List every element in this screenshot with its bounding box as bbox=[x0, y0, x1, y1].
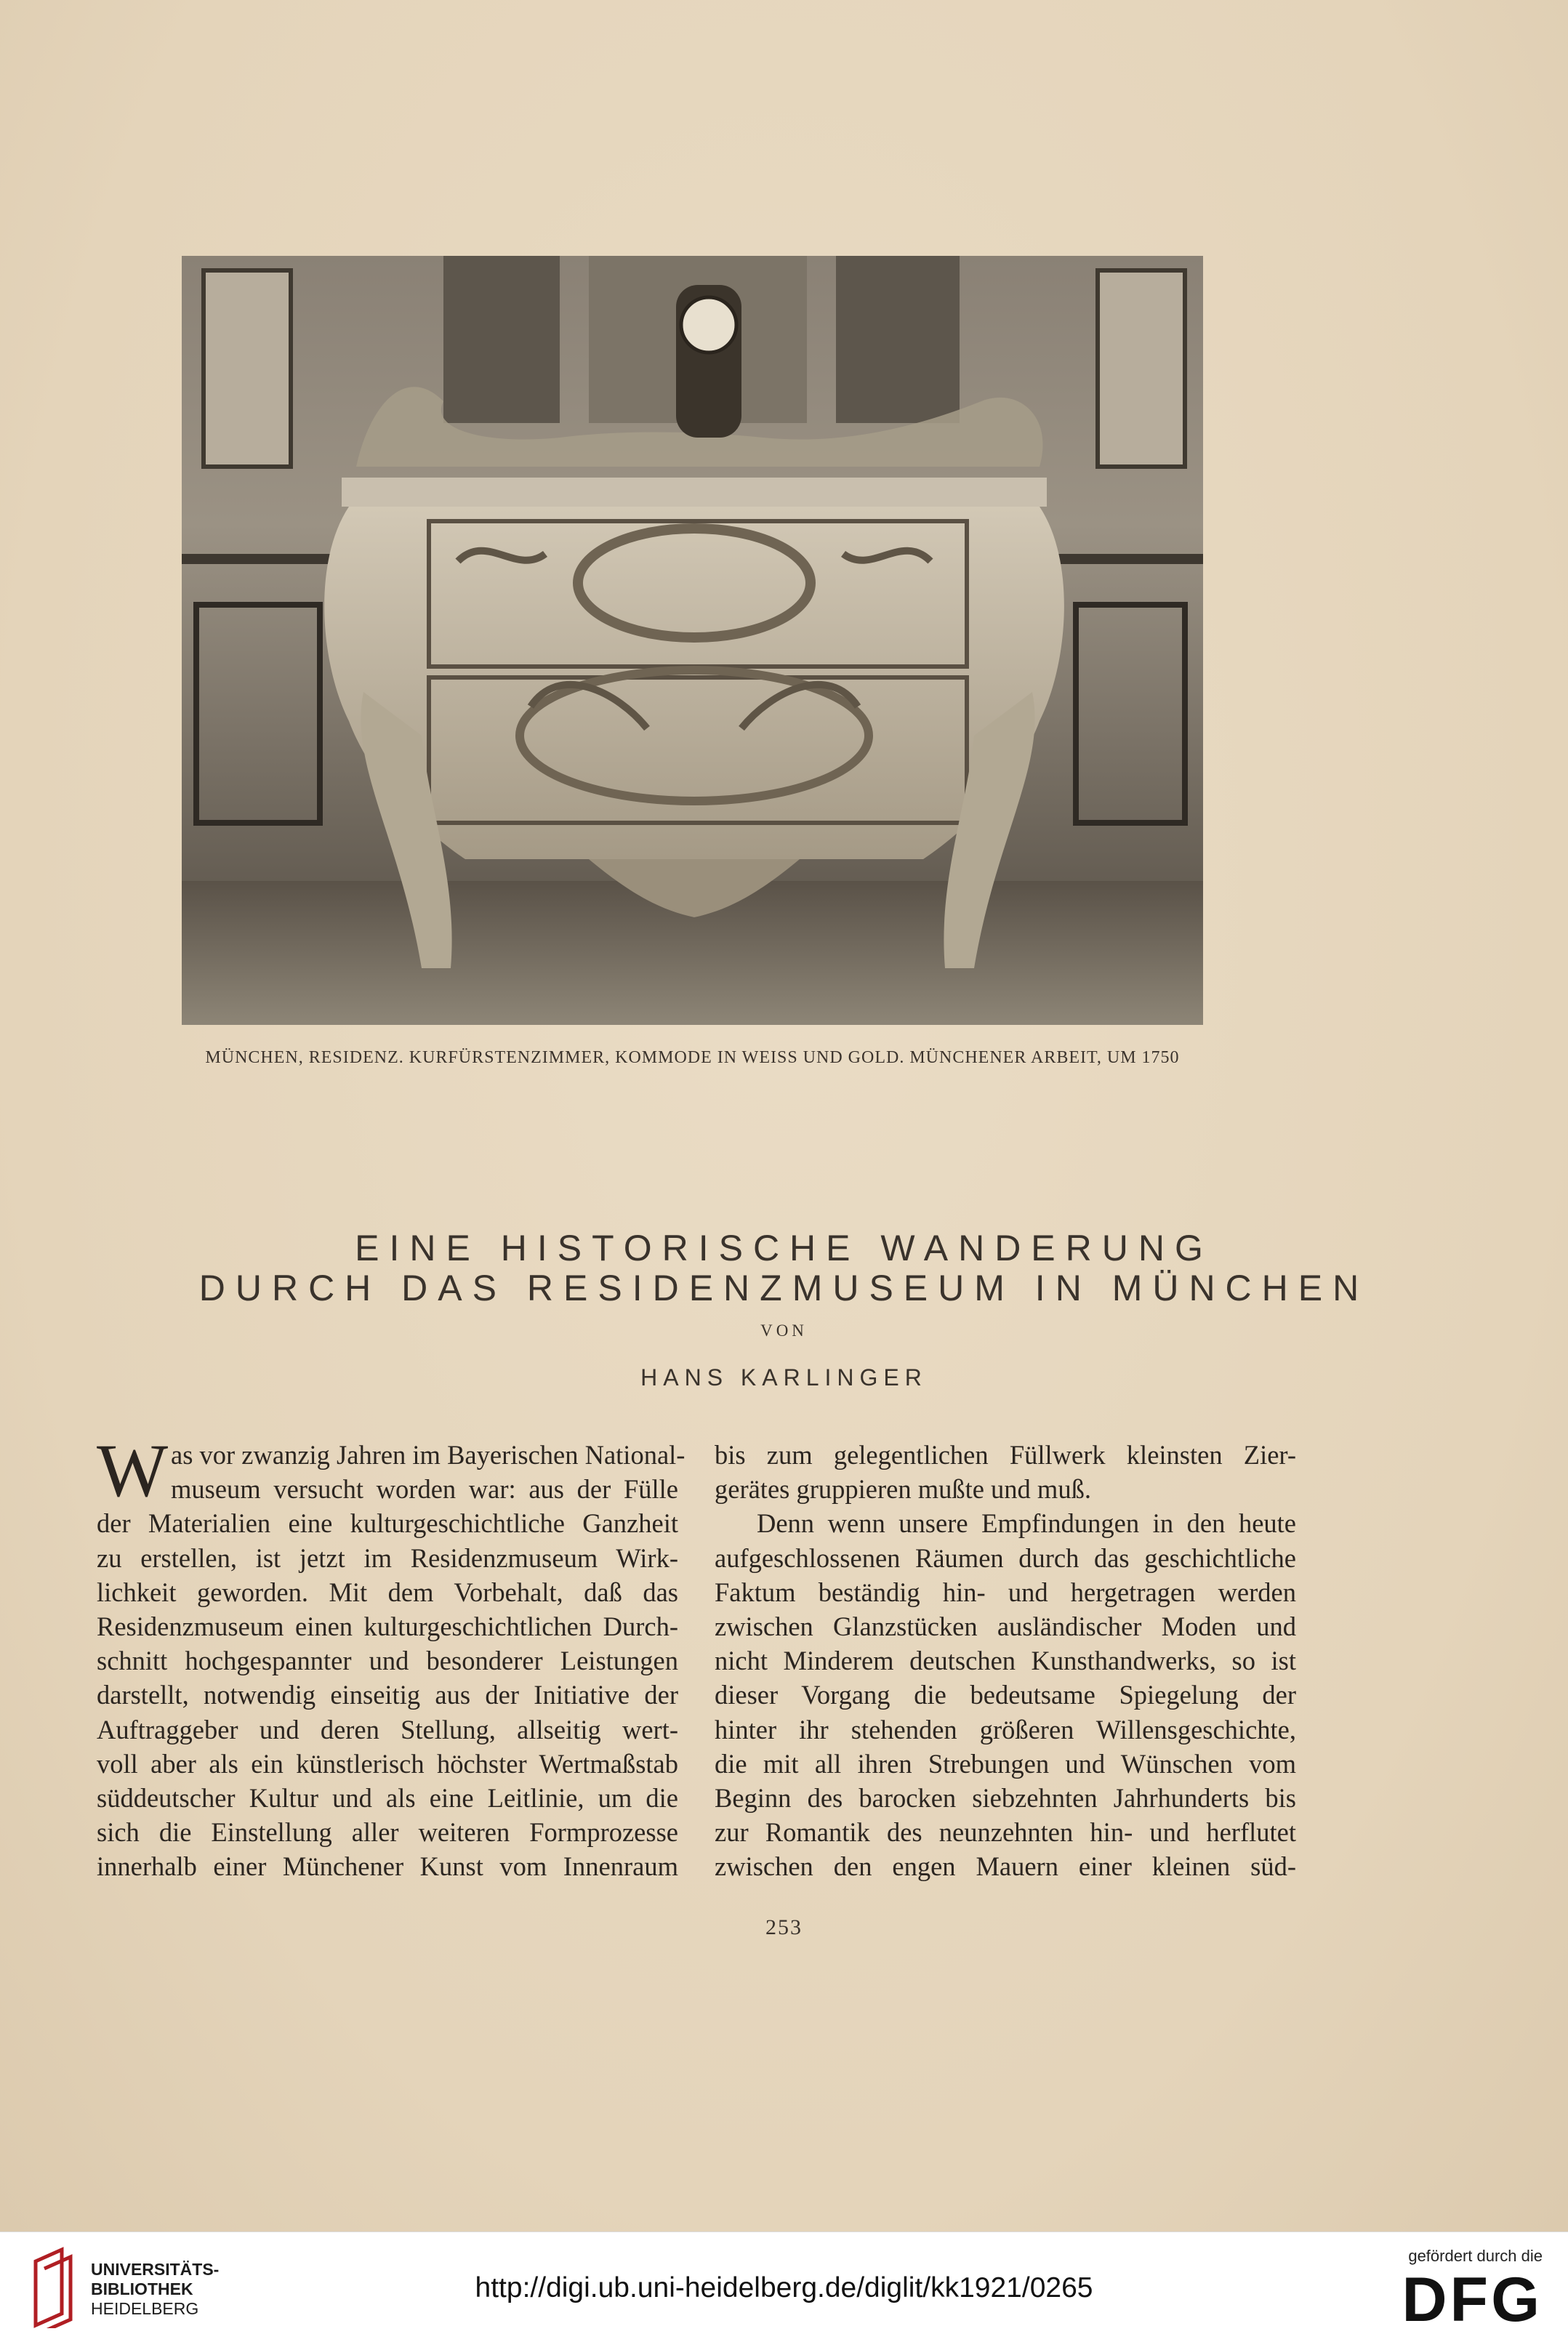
text-line: aufgeschlossenen Räumen durch das geschichtliche bbox=[715, 1542, 1296, 1573]
dfg-logo: DFG bbox=[1402, 2265, 1543, 2335]
text-line: Denn wenn unsere Empfindungen in den heute bbox=[757, 1508, 1296, 1539]
commode-photograph bbox=[182, 256, 1203, 1025]
text-line: Auftraggeber und deren Stellung, allseitig wert- bbox=[97, 1714, 678, 1745]
text-line: bis zum gelegentlichen Füllwerk kleinsten Zier- bbox=[715, 1440, 1296, 1470]
right-text-column bbox=[715, 1438, 1296, 1883]
left-text-column bbox=[97, 1429, 686, 1883]
author-name: HANS KARLINGER bbox=[640, 1364, 928, 1391]
byline-von: VON bbox=[760, 1321, 808, 1340]
text-line: nicht Minderem deutschen Kunsthandwerks, so ist bbox=[715, 1646, 1296, 1676]
text-line: süddeutscher Kultur und als eine Leitlinie, um die bbox=[97, 1782, 678, 1813]
text-line: gerätes gruppieren mußte und muß. bbox=[715, 1474, 1091, 1505]
article-title-line-1: EINE HISTORISCHE WANDERUNG bbox=[355, 1228, 1213, 1268]
text-line: der Materialien eine kulturgeschichtliche Ganzheit bbox=[97, 1508, 678, 1539]
article-title-line-2: DURCH DAS RESIDENZMUSEUM IN MÜNCHEN bbox=[198, 1268, 1370, 1308]
text-line: Beginn des barocken siebzehnten Jahrhunderts bis bbox=[715, 1782, 1296, 1813]
text-line: dieser Vorgang die bedeutsame Spiegelung der bbox=[715, 1680, 1296, 1710]
text-line: as vor zwanzig Jahren im Bayerischen National- bbox=[171, 1440, 686, 1470]
library-name-line-2: BIBLIOTHEK bbox=[91, 2279, 193, 2298]
commode-image bbox=[182, 256, 1203, 1025]
digitization-url-link[interactable]: http://digi.ub.uni-heidelberg.de/diglit/kk1921/0265 bbox=[475, 2272, 1093, 2303]
text-line: lichkeit geworden. Mit dem Vorbehalt, daß das bbox=[97, 1577, 678, 1607]
text-line: zu erstellen, ist jetzt im Residenzmuseum Wirk- bbox=[97, 1542, 678, 1573]
page-number: 253 bbox=[765, 1915, 803, 1939]
text-line: die mit all ihren Strebungen und Wünschen vom bbox=[715, 1748, 1296, 1779]
text-line: hinter ihr stehenden größeren Willensgeschichte, bbox=[715, 1714, 1296, 1745]
digitization-footer bbox=[0, 2232, 1568, 2342]
text-line: sich die Einstellung aller weiteren Formprozesse bbox=[97, 1817, 678, 1848]
text-line: zwischen Glanzstücken ausländischer Moden und bbox=[715, 1611, 1296, 1641]
library-name-line-1: UNIVERSITÄTS- bbox=[91, 2260, 220, 2279]
photo-caption: MÜNCHEN, RESIDENZ. KURFÜRSTENZIMMER, KOMMODE IN WEISS UND GOLD. MÜNCHENER ARBEIT, UM 1750 bbox=[205, 1048, 1180, 1067]
text-line: innerhalb einer Münchener Kunst vom Innenraum bbox=[97, 1851, 678, 1882]
text-line: Residenzmuseum einen kulturgeschichtlichen Durch- bbox=[97, 1611, 678, 1641]
text-line: darstellt, notwendig einseitig aus der Initiative der bbox=[97, 1680, 678, 1710]
text-line: schnitt hochgespannter und besonderer Leistungen bbox=[97, 1646, 678, 1676]
library-name-line-3: HEIDELBERG bbox=[91, 2299, 199, 2318]
drop-cap: W bbox=[97, 1429, 169, 1513]
text-line: Faktum beständig hin- und hergetragen werden bbox=[715, 1577, 1296, 1607]
funder-label: gefördert durch die bbox=[1408, 2247, 1543, 2265]
text-line: voll aber als ein künstlerisch höchster Wertmaßstab bbox=[97, 1748, 678, 1779]
text-line: zwischen den engen Mauern einer kleinen süd- bbox=[715, 1851, 1296, 1882]
text-line: museum versucht worden war: aus der Fülle bbox=[171, 1474, 678, 1505]
text-line: zur Romantik des neunzehnten hin- und herflutet bbox=[715, 1817, 1296, 1848]
